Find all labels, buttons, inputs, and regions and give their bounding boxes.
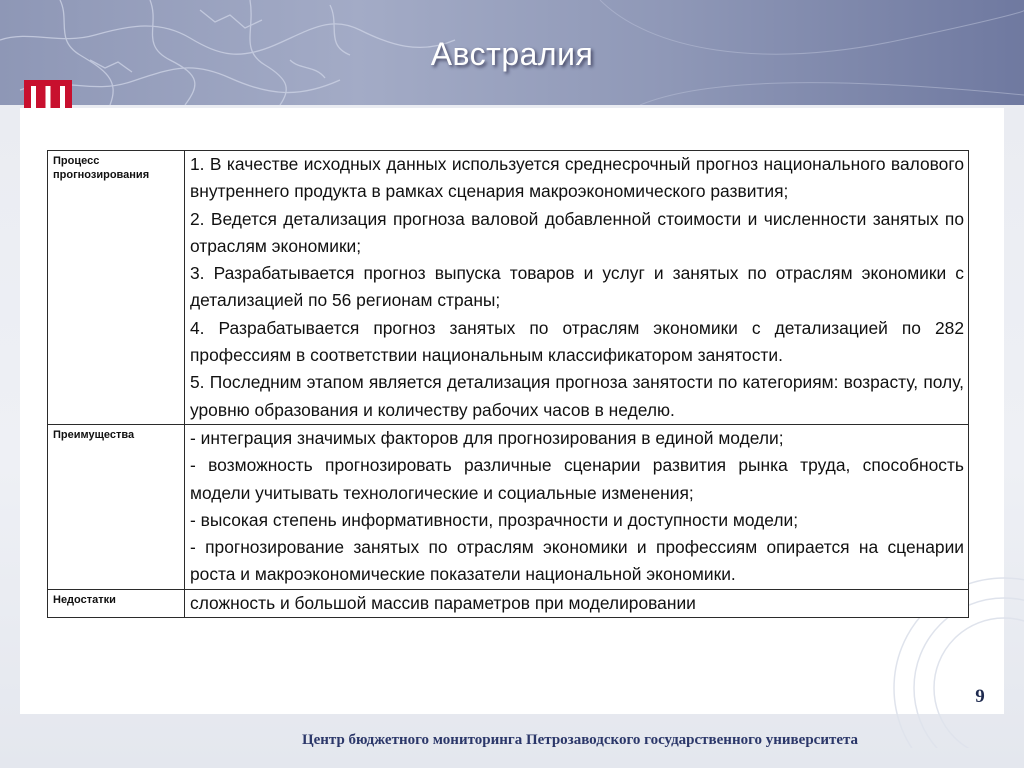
list-item: 3. Разрабатывается прогноз выпуска товаров и услуг и занятых по отраслям экономики с детализацией по 56 регионам страны; <box>190 263 964 311</box>
row-label: Процесс прогнозирования <box>48 151 185 425</box>
list-item: - возможность прогнозировать различные сценарии развития рынка труда, способность модели учитывать технологические и социальные изменения; <box>190 455 964 503</box>
list-item: сложность и большой массив параметров при моделировании <box>190 592 696 613</box>
row-content <box>185 151 969 425</box>
list-item: - высокая степень информативности, прозрачности и доступности модели; <box>190 509 799 530</box>
row-content <box>185 424 969 589</box>
page-number: 9 <box>975 686 985 707</box>
table-row <box>48 424 969 589</box>
row-label: Недостатки <box>48 589 185 617</box>
list-item: 2. Ведется детализация прогноза валовой добавленной стоимости и численности занятых по отраслям экономики; <box>190 208 964 256</box>
list-item: - прогнозирование занятых по отраслям экономики и профессиям опирается на сценарии роста и макроэкономические показатели национальной экономики. <box>190 537 964 585</box>
slide-title: Австралия <box>430 36 594 72</box>
row-label: Преимущества <box>48 424 185 589</box>
table-row <box>48 589 969 617</box>
footer-text: Центр бюджетного мониторинга Петрозаводского государственного университета <box>301 732 859 748</box>
list-item: - интеграция значимых факторов для прогнозирования в единой модели; <box>190 427 784 448</box>
info-table <box>47 150 969 618</box>
list-item: 5. Последним этапом является детализация прогноза занятости по категориям: возрасту, полу, уровню образования и количеству рабочих часов в неделю. <box>190 372 964 420</box>
list-item: 1. В качестве исходных данных используется среднесрочный прогноз национального валового внутреннего продукта в рамках сценария макроэкономического развития; <box>190 154 964 202</box>
row-content <box>185 589 969 617</box>
table-row <box>48 151 969 425</box>
list-item: 4. Разрабатывается прогноз занятых по отраслям экономики с детализацией по 282 профессиям в соответствии национальным классификатором занятости. <box>190 317 964 366</box>
